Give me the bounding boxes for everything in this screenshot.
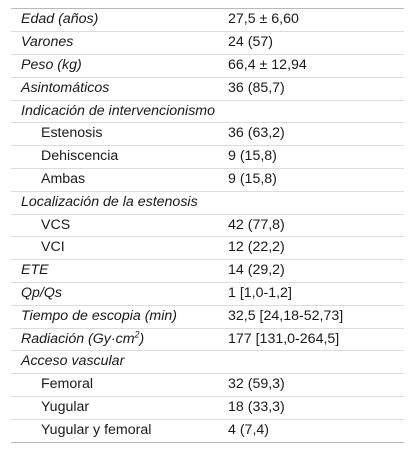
table-row	[11, 146, 404, 169]
row-value: 32,5 [24,18-52,73]	[217, 305, 404, 328]
row-label: Yugular y femoral	[41, 422, 152, 439]
row-value	[217, 351, 404, 374]
row-value: 12 (22,2)	[217, 237, 404, 260]
table-row	[11, 237, 404, 260]
table-row	[11, 123, 404, 146]
row-value: 36 (85,7)	[217, 77, 404, 100]
row-value	[217, 100, 404, 123]
row-value: 1 [1,0-1,2]	[217, 283, 404, 306]
row-label: Edad (años)	[11, 9, 217, 32]
row-value: 27,5 ± 6,60	[217, 9, 404, 32]
table-row	[11, 260, 404, 283]
row-value: 42 (77,8)	[217, 214, 404, 237]
row-label: Varones	[11, 32, 217, 55]
table-row	[11, 374, 404, 397]
table-row	[11, 214, 404, 237]
table-row	[11, 32, 404, 55]
row-value: 66,4 ± 12,94	[217, 55, 404, 78]
table-row	[11, 328, 404, 351]
table-row	[11, 305, 404, 328]
row-value: 4 (7,4)	[228, 422, 270, 439]
row-label: Ambas	[11, 169, 217, 192]
row-value: 9 (15,8)	[217, 169, 404, 192]
table-row	[11, 100, 404, 123]
table-row	[11, 55, 404, 78]
row-value: 24 (57)	[217, 32, 404, 55]
table-row	[11, 397, 404, 420]
row-label: Dehiscencia	[11, 146, 217, 169]
table-row	[11, 419, 404, 442]
data-table	[11, 9, 404, 442]
characteristics-table	[11, 8, 404, 443]
table-row	[11, 191, 404, 214]
table-row	[11, 77, 404, 100]
row-label	[11, 328, 217, 351]
row-label-text: Radiación (Gy·cm	[21, 330, 135, 347]
row-label: Qp/Qs	[11, 283, 217, 306]
row-label: Tiempo de escopia (min)	[11, 305, 217, 328]
row-label: Peso (kg)	[11, 55, 217, 78]
row-label: ETE	[11, 260, 217, 283]
row-label-superscript: 2	[134, 328, 140, 339]
row-label: Yugular	[11, 397, 217, 420]
table-row	[11, 351, 404, 374]
section-label: Indicación de intervencionismo	[11, 100, 217, 123]
section-label: Localización de la estenosis	[11, 191, 217, 214]
row-label: Estenosis	[11, 123, 217, 146]
row-value: 32 (59,3)	[217, 374, 404, 397]
section-label: Acceso vascular	[11, 351, 217, 374]
table-row	[11, 169, 404, 192]
row-label: Femoral	[11, 374, 217, 397]
row-value: 177 [131,0-264,5]	[217, 328, 404, 351]
row-value: 18 (33,3)	[217, 397, 404, 420]
row-value	[217, 191, 404, 214]
row-value: 9 (15,8)	[217, 146, 404, 169]
table-row	[11, 9, 404, 32]
row-label: VCI	[11, 237, 217, 260]
row-label-suffix: )	[139, 330, 145, 347]
row-label: VCS	[11, 214, 217, 237]
row-value: 14 (29,2)	[217, 260, 404, 283]
table-row	[11, 283, 404, 306]
row-value: 36 (63,2)	[217, 123, 404, 146]
row-label: Asintomáticos	[11, 77, 217, 100]
